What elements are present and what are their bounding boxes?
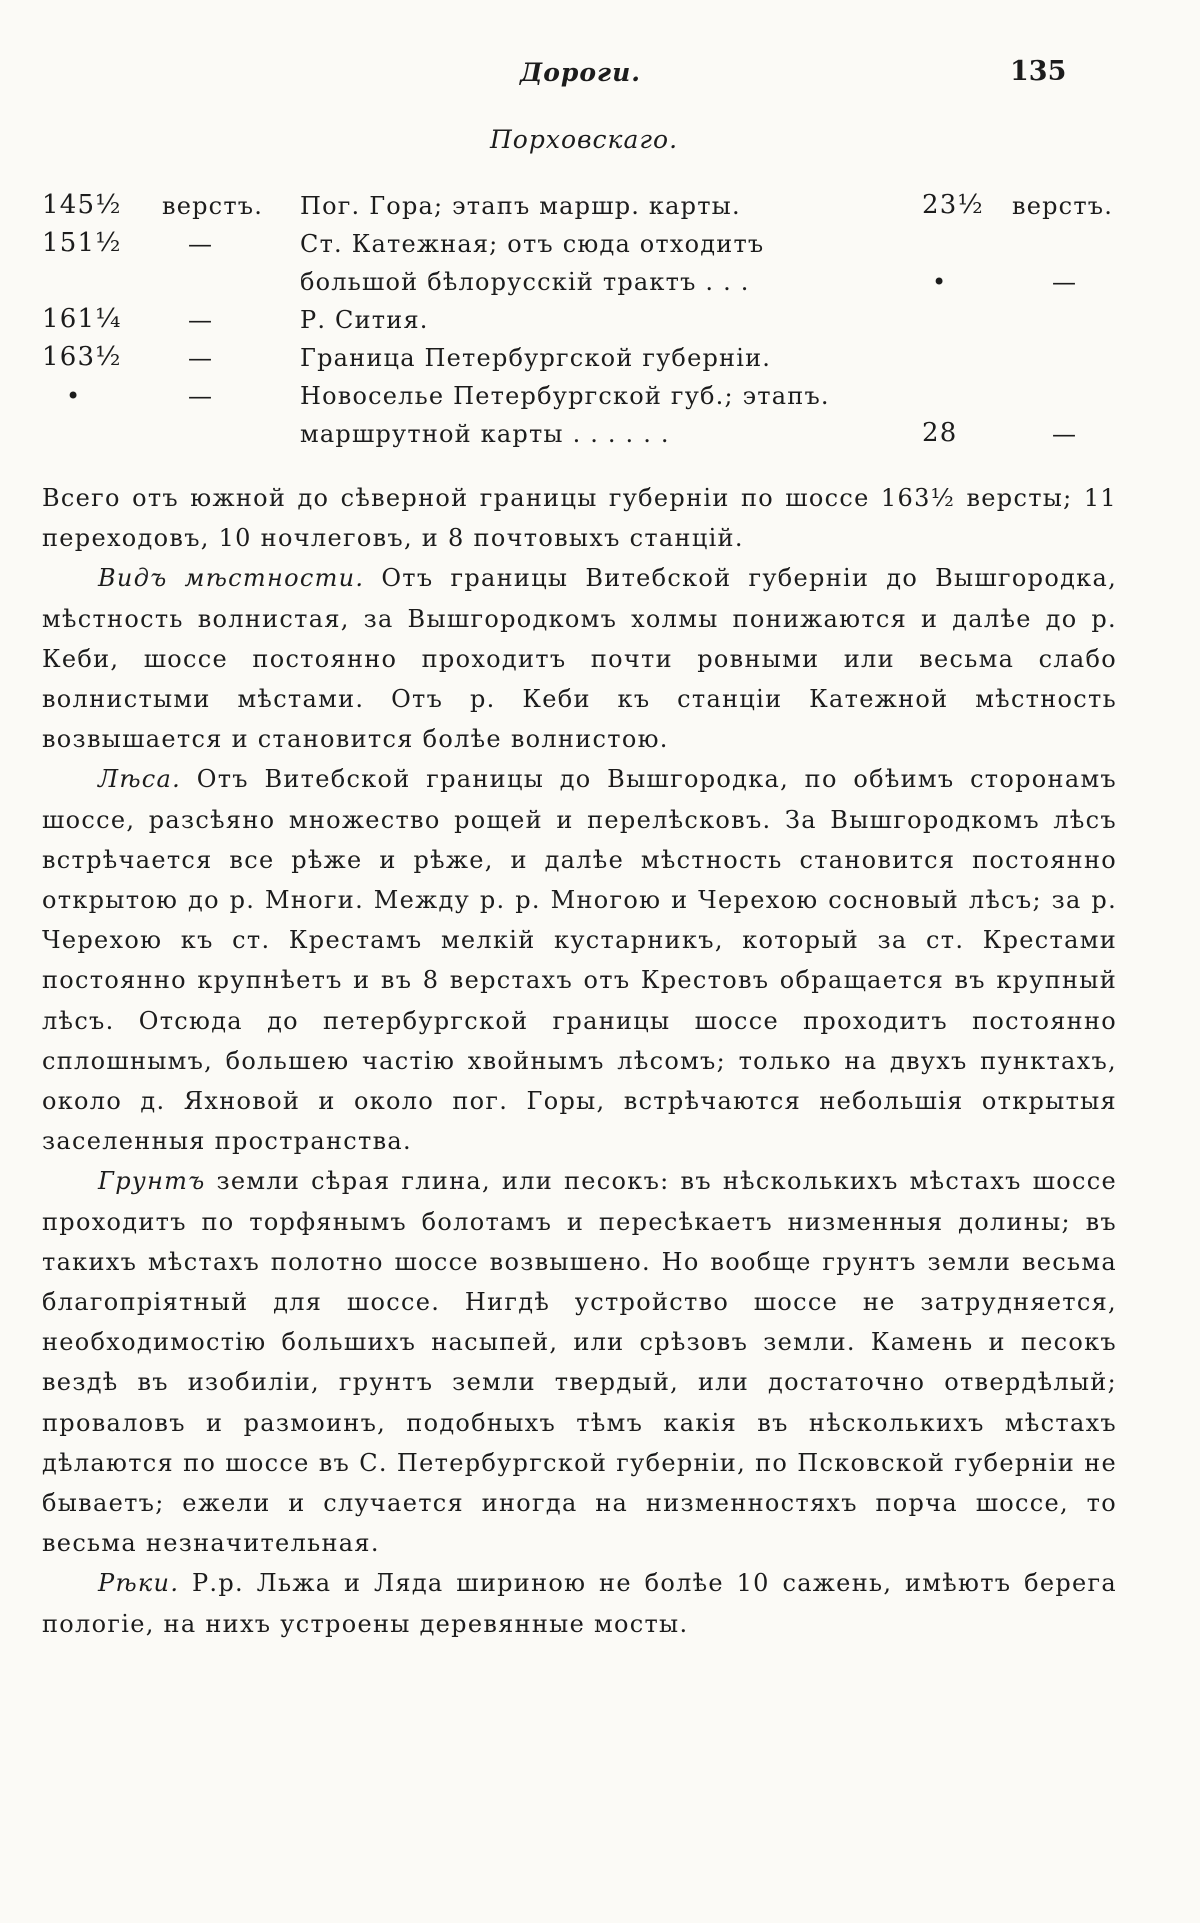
route-row: [0, 304, 1200, 342]
ditto-dash: —: [1052, 420, 1078, 448]
ditto-dash: —: [1052, 268, 1078, 296]
route-distance: 161¼: [42, 304, 122, 334]
route-description: Граница Петербургской губерніи.: [300, 344, 772, 372]
route-row: [0, 342, 1200, 380]
route-description: Р. Сития.: [300, 306, 429, 334]
page-header: [0, 58, 1200, 98]
ditto-dash: —: [188, 344, 214, 372]
route-stage-distance: 23½: [922, 190, 984, 220]
route-description: Новоселье Петербургской губ.; этапъ.: [300, 382, 830, 410]
ditto-dash: —: [188, 306, 214, 334]
route-row: [0, 380, 1200, 418]
soil-paragraph: [42, 1161, 1117, 1563]
forests-heading: Лѣса.: [98, 765, 182, 794]
route-row: [0, 266, 1200, 304]
summary-paragraph: Всего отъ южной до сѣверной границы губерніи по шоссе 163½ версты; 11 переходовъ, 10 ночлеговъ, и 8 почтовыхъ станцій.: [42, 484, 1117, 553]
route-table: [0, 190, 1200, 456]
page-number: 135: [1010, 56, 1067, 87]
terrain-text: Отъ границы Витебской губерніи до Вышгородка, мѣстность волнистая, за Вышгородкомъ холмы понижаются и далѣе до р. Кеби, шоссе постоянно проходитъ почти ровными или весьма слабо волнистыми мѣстами. Отъ р. Кеби къ станціи Катежной мѣстность возвышается и становится болѣе волнистою.: [42, 564, 1117, 754]
soil-text: земли сѣрая глина, или песокъ: въ нѣсколькихъ мѣстахъ шоссе проходитъ по торфянымъ болотамъ и пересѣкаетъ низменныя долины; въ такихъ мѣстахъ полотно шоссе возвышено. Но вообще грунтъ земли весьма благопріятный для шоссе. Нигдѣ устройство шоссе не затрудняется, необходимостію большихъ насыпей, или срѣзовъ земли. Камень и песокъ вездѣ въ изобиліи, грунтъ земли твердый, или достаточно отвердѣлый; проваловъ и размоинъ, подобныхъ тѣмъ какія въ нѣсколькихъ мѣстахъ дѣлаются по шоссе въ С. Петербургской губерніи, по Псковской губерніи не бываетъ; ежели и случается иногда на низменностяхъ порча шоссе, то весьма незначительная.: [42, 1167, 1117, 1558]
soil-heading: Грунтъ: [98, 1167, 206, 1196]
route-distance: 145½: [42, 190, 122, 220]
route-description: Ст. Катежная; отъ сюда отходитъ: [300, 230, 765, 258]
route-description: маршрутной карты . . . . . .: [300, 420, 670, 448]
route-bullet: •: [932, 268, 948, 296]
rivers-heading: Рѣки.: [98, 1569, 180, 1598]
route-row: [0, 228, 1200, 266]
route-description: большой бѣлорусскій трактъ . . .: [300, 268, 750, 296]
route-row: [0, 190, 1200, 228]
rivers-paragraph: [42, 1563, 1117, 1643]
route-row: [0, 418, 1200, 456]
body-text: [42, 478, 1117, 1644]
route-distance: 151½: [42, 228, 122, 258]
route-stage-unit: верстъ.: [1012, 192, 1114, 220]
running-title: Дороги.: [520, 58, 642, 87]
forests-paragraph: [42, 759, 1117, 1161]
route-unit: верстъ.: [162, 192, 264, 220]
route-distance: 163½: [42, 342, 122, 372]
ditto-dash: —: [188, 382, 214, 410]
terrain-heading: Видъ мѣстности.: [98, 564, 365, 593]
route-bullet: •: [66, 382, 82, 410]
forests-text: Отъ Витебской границы до Вышгородка, по обѣимъ сторонамъ шоссе, разсѣяно множество рощей и перелѣсковъ. За Вышгородкомъ лѣсъ встрѣчается все рѣже и рѣже, и далѣе мѣстность становится постоянно открытою до р. Многи. Между р. р. Многою и Черехою сосновый лѣсъ; за р. Черехою къ ст. Крестамъ мелкій кустарникъ, который за ст. Крестами постоянно крупнѣетъ и въ 8 верстахъ отъ Крестовъ обращается въ крупный лѣсъ. Отсюда до петербургской границы шоссе проходитъ постоянно сплошнымъ, большею частію хвойнымъ лѣсомъ; только на двухъ пунктахъ, около д. Яхновой и около пог. Горы, встрѣчаются небольшія открытыя заселенныя пространства.: [42, 765, 1117, 1156]
route-stage-distance: 28: [922, 418, 958, 448]
rivers-text: Р.р. Льжа и Лядa шириною не болѣе 10 сажень, имѣютъ берега пологіе, на нихъ устроены деревянные мосты.: [42, 1569, 1117, 1638]
section-title: Порховскаго.: [490, 125, 679, 154]
ditto-dash: —: [188, 230, 214, 258]
terrain-paragraph: [42, 558, 1117, 759]
route-description: Пог. Гора; этапъ маршр. карты.: [300, 192, 741, 220]
